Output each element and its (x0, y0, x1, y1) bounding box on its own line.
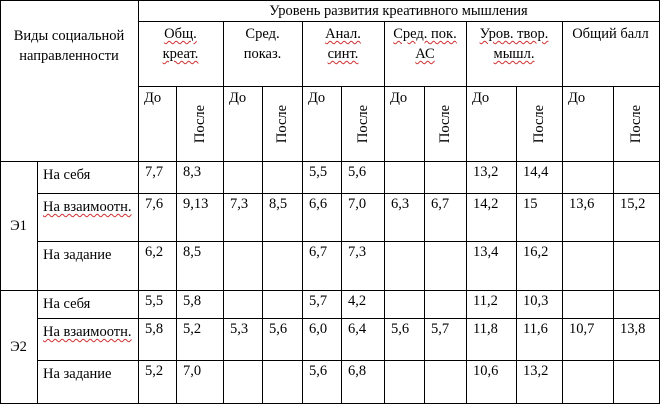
table-cell-value: 5,6 (269, 321, 288, 337)
before-after-divider (262, 86, 263, 404)
table-cell-value: 10,3 (523, 293, 549, 309)
row-divider (37, 360, 659, 361)
table-cell-value: 10,7 (569, 321, 595, 337)
header-divider (138, 21, 659, 22)
row-label-text: На взаимоотн. (43, 324, 132, 340)
group-label-divider (37, 161, 38, 404)
table-cell-value: 6,7 (309, 244, 328, 260)
column-header (138, 24, 223, 64)
before-subheader: До (144, 90, 162, 106)
table-cell-value: 10,6 (473, 363, 499, 379)
column-header (384, 24, 466, 64)
row-label: На задание (43, 366, 112, 382)
table-cell-value: 14,4 (523, 164, 549, 180)
table-cell-value: 7,0 (183, 363, 202, 379)
column-header-label: Сред. пок. АС (393, 26, 457, 62)
column-header: Сред. показ. (243, 26, 282, 62)
table-cell-value: 8,3 (183, 164, 202, 180)
table-cell-value: 11,8 (473, 321, 498, 337)
table-cell-value: 5,7 (431, 321, 450, 337)
before-subheader: До (472, 90, 490, 106)
row-label: На себя (43, 296, 91, 312)
table-cell-value: 5,6 (309, 363, 328, 379)
row-label: На себя (43, 167, 91, 183)
table-cell-value: 5,5 (145, 293, 164, 309)
table-cell-value: 5,8 (145, 321, 164, 337)
table-cell-value: 13,4 (473, 244, 499, 260)
before-subheader: До (568, 90, 586, 106)
table-cell-value: 6,8 (348, 363, 367, 379)
table-cell-value: 13,2 (523, 363, 549, 379)
after-subheader: После (274, 104, 290, 144)
table-cell-value: 15,2 (620, 196, 646, 212)
before-after-divider (613, 86, 614, 404)
row-label-text: На взаимоотн. (43, 199, 132, 215)
header-bottom-border (0, 161, 659, 162)
column-divider (223, 21, 224, 404)
column-divider (466, 21, 467, 404)
table-top-border (0, 0, 659, 1)
group-label: Э1 (10, 217, 27, 234)
table-cell-value: 5,5 (309, 164, 328, 180)
table-cell-value: 5,7 (309, 293, 328, 309)
row-divider (37, 193, 659, 194)
row-label: На задание (43, 247, 112, 263)
column-header (302, 24, 384, 64)
before-after-divider (176, 86, 177, 404)
after-subheader: После (531, 104, 547, 144)
column-header-label: Анал. синт. (325, 26, 361, 62)
after-subheader: После (437, 104, 453, 144)
before-after-divider (516, 86, 517, 404)
table-cell-value: 8,5 (269, 196, 288, 212)
row-divider (37, 241, 659, 242)
column-header: Общий балл (572, 26, 649, 42)
corner-header: Виды социальной направленности (13, 28, 125, 64)
table-cell-value: 5,6 (391, 321, 410, 337)
after-subheader: После (628, 104, 644, 144)
after-subheader: После (354, 104, 371, 144)
table-cell-value: 6,4 (348, 321, 367, 337)
after-subheader: После (191, 104, 208, 144)
column-divider (302, 21, 303, 404)
before-after-divider (341, 86, 342, 404)
table-cell-value: 9,13 (183, 196, 209, 212)
before-subheader: До (308, 90, 326, 106)
table-cell-value: 16,2 (523, 244, 549, 260)
table-cell-value: 5,3 (230, 321, 249, 337)
table-cell-value: 5,2 (183, 321, 202, 337)
table-cell-value: 4,2 (348, 293, 367, 309)
before-subheader: До (390, 90, 408, 106)
table-cell-value: 7,3 (348, 244, 367, 260)
column-divider (562, 21, 563, 404)
table-cell-value: 6,7 (431, 196, 450, 212)
column-divider (384, 21, 385, 404)
table-cell-value: 13,2 (473, 164, 499, 180)
table-cell-value: 14,2 (473, 196, 499, 212)
row-label (43, 196, 135, 218)
table-cell-value: 7,6 (145, 196, 164, 212)
table-cell-value: 6,2 (145, 244, 164, 260)
column-header-label: Уров. твор. мышл. (479, 26, 549, 62)
before-subheader: До (229, 90, 247, 106)
main-header: Уровень развития креативного мышления (269, 3, 528, 19)
table-cell-value: 6,0 (309, 321, 328, 337)
table-cell-value: 5,6 (348, 164, 367, 180)
table-cell-value: 11,6 (523, 321, 548, 337)
table-cell-value: 6,3 (391, 196, 410, 212)
group-divider (0, 290, 659, 291)
row-label (43, 321, 135, 343)
table-cell-value: 5,2 (145, 363, 164, 379)
table-cell-value: 5,8 (183, 293, 202, 309)
row-divider (37, 318, 659, 319)
table-cell-value: 6,6 (309, 196, 328, 212)
table-cell-value: 13,6 (569, 196, 595, 212)
table-cell-value: 7,7 (145, 164, 164, 180)
table-cell-value: 7,3 (230, 196, 249, 212)
table-cell-value: 11,2 (473, 293, 498, 309)
table-cell-value: 8,5 (183, 244, 202, 260)
subheader-divider (138, 86, 659, 87)
group-label: Э2 (10, 339, 27, 355)
column-header-label: Общ. креат. (162, 26, 199, 62)
before-after-divider (424, 86, 425, 404)
table-cell-value: 13,8 (620, 321, 646, 337)
table-cell-value: 15 (523, 196, 538, 212)
column-header (466, 24, 562, 64)
table-cell-value: 7,0 (348, 196, 367, 212)
